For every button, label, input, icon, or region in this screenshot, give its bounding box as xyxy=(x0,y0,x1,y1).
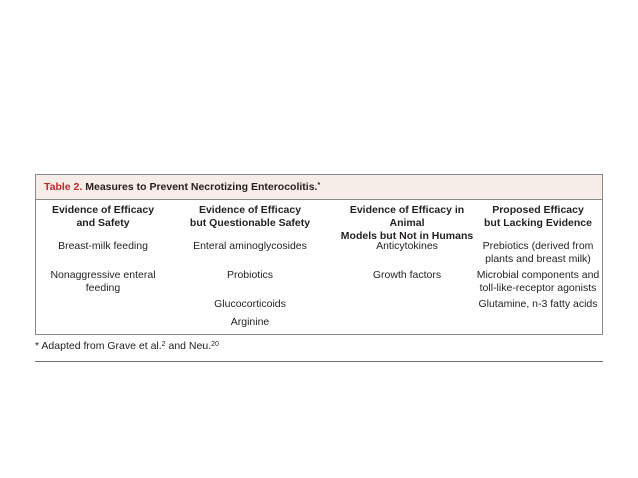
column-header xyxy=(464,204,612,232)
cell-line: Breast-milk feeding xyxy=(58,240,148,252)
cell-line: plants and breast milk) xyxy=(485,253,591,265)
column-header-line: but Lacking Evidence xyxy=(484,217,592,229)
cell-line: Glutamine, n-3 fatty acids xyxy=(478,298,598,310)
column-animal-models xyxy=(332,204,482,281)
table-title-marker: * xyxy=(317,182,321,189)
table-cell xyxy=(332,240,482,253)
column-questionable-safety xyxy=(172,204,328,328)
column-header-line: Evidence of Efficacy xyxy=(51,204,155,216)
cell-line: Nonaggressive enteral xyxy=(50,269,156,281)
table-title-bar xyxy=(36,175,602,200)
cell-line: Enteral aminoglycosides xyxy=(193,240,307,252)
cell-line: Glucocorticoids xyxy=(214,298,286,310)
table-cell xyxy=(464,240,612,266)
column-header xyxy=(332,204,482,242)
column-header-line: but Questionable Safety xyxy=(189,217,311,229)
table-cell xyxy=(172,298,328,311)
table-body xyxy=(36,204,602,332)
table-cell xyxy=(172,240,328,253)
table-cell xyxy=(172,316,328,329)
column-header-line: Evidence of Efficacy xyxy=(198,204,302,216)
cell-line: Anticytokines xyxy=(376,240,438,252)
column-header-line: Models but Not in Humans xyxy=(340,230,474,242)
table-title xyxy=(85,181,320,193)
column-header-line: Evidence of Efficacy in Animal xyxy=(349,204,465,229)
footnote-text: and Neu. xyxy=(165,340,212,352)
column-header-line: and Safety xyxy=(76,217,130,229)
cell-line: Growth factors xyxy=(372,269,442,281)
footnote-divider xyxy=(35,361,603,362)
cell-line: feeding xyxy=(85,282,121,294)
column-header xyxy=(172,204,328,232)
column-header-line: Proposed Efficacy xyxy=(492,204,584,216)
table-cell xyxy=(464,298,612,311)
table-cell xyxy=(172,269,328,282)
column-efficacy-safety xyxy=(38,204,168,294)
table-cell xyxy=(464,269,612,295)
cell-line: toll-like-receptor agonists xyxy=(479,282,597,294)
cell-line: Probiotics xyxy=(226,269,274,281)
table-label: Table 2. xyxy=(44,181,83,193)
column-lacking-evidence xyxy=(464,204,612,310)
cell-line: Arginine xyxy=(230,316,270,328)
table-2 xyxy=(35,174,603,335)
footnote-marker: * xyxy=(35,340,40,352)
footnote-ref: 20 xyxy=(211,341,219,348)
table-footnote xyxy=(35,340,219,352)
footnote-text: Adapted from Grave et al. xyxy=(39,340,162,352)
table-cell xyxy=(38,269,168,295)
cell-line: Microbial components and xyxy=(476,269,600,281)
cell-line: Prebiotics (derived from xyxy=(482,240,594,252)
table-title-text: Measures to Prevent Necrotizing Enterocolitis. xyxy=(85,181,318,193)
footnote-ref: 2 xyxy=(161,341,166,348)
column-header xyxy=(38,204,168,232)
table-cell xyxy=(332,269,482,282)
table-cell xyxy=(38,240,168,253)
